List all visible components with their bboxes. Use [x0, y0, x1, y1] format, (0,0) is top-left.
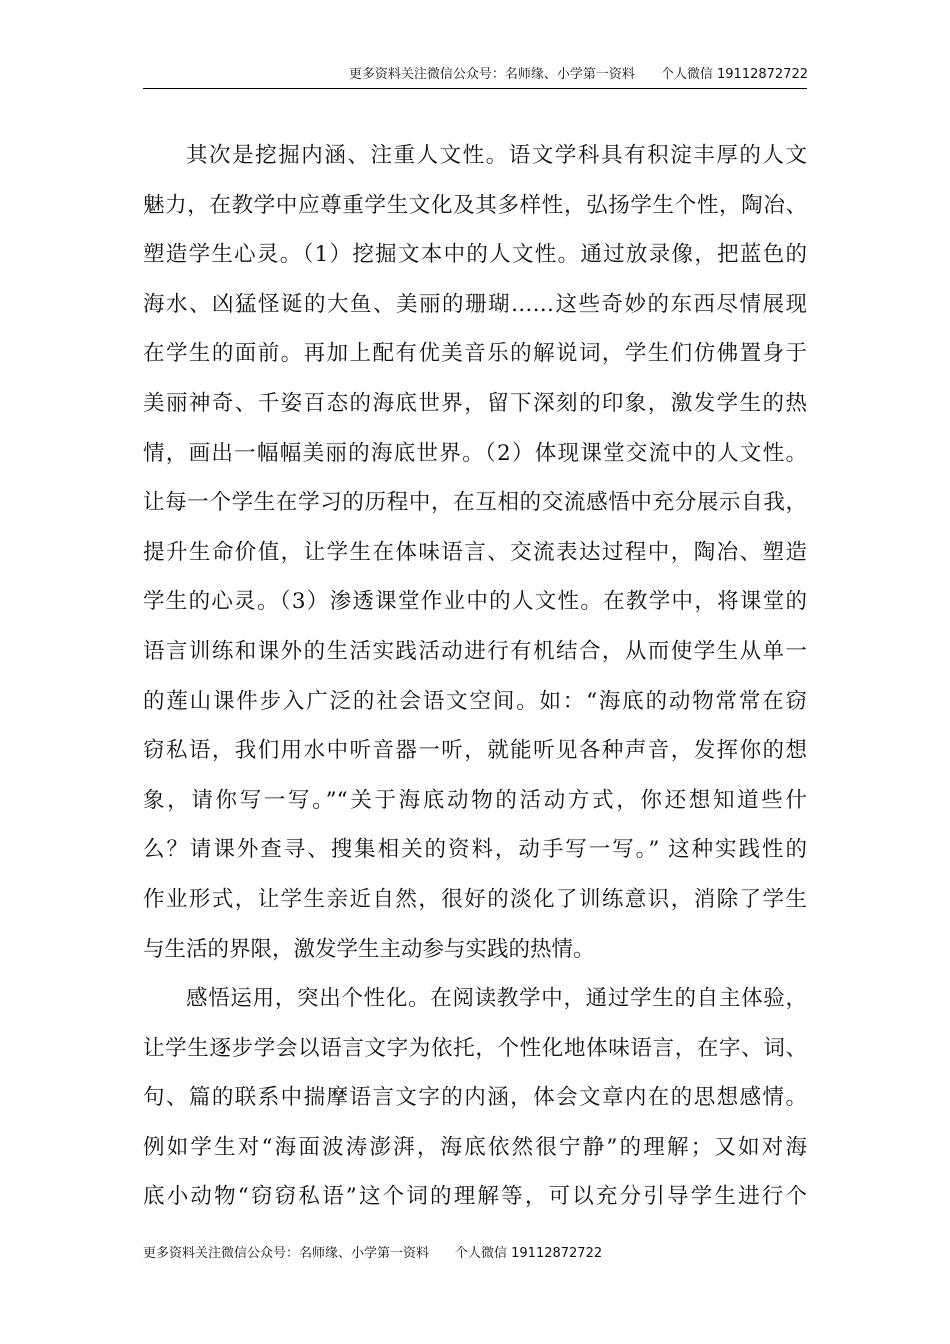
page-header: 更多资料关注微信公众号：名师缘、小学第一资料 个人微信 19112872722: [348, 67, 808, 82]
text-line: 让学生逐步学会以语言文字为依托，个性化地体味语言，在字、词、: [143, 1035, 807, 1061]
text-line: 其次是挖掘内涵、注重人文性。语文学科具有积淀丰厚的人文: [186, 143, 807, 168]
text-line: 让每一个学生在学习的历程中，在互相的交流感悟中充分展示自我，: [143, 490, 807, 516]
text-line: 在学生的面前。再加上配有优美音乐的解说词，学生们仿佛置身于: [143, 341, 807, 367]
text-line: 提升生命价值，让学生在体味语言、交流表达过程中，陶冶、塑造: [143, 539, 807, 565]
text-line: 美丽神奇、千姿百态的海底世界，留下深刻的印象，激发学生的热: [143, 390, 807, 416]
text-line: 学生的心灵。（3）渗透课堂作业中的人文性。在教学中，将课堂的: [143, 589, 807, 615]
text-line: 海水、凶猛怪诞的大鱼、美丽的珊瑚……这些奇妙的东西尽情展现: [143, 291, 807, 317]
text-line: 语言训练和课外的生活实践活动进行有机结合，从而使学生从单一: [143, 638, 807, 664]
document-body: [143, 131, 807, 1222]
paragraph-2: [143, 974, 807, 1222]
text-line: 塑造学生心灵。（1）挖掘文本中的人文性。通过放录像，把蓝色的: [143, 242, 807, 268]
page-footer: 更多资料关注微信公众号：名师缘、小学第一资料 个人微信 19112872722: [143, 1246, 603, 1261]
text-line: 与生活的界限，激发学生主动参与实践的热情。: [143, 936, 595, 962]
text-line: 底小动物“窃窃私语”这个词的理解等，可以充分引导学生进行个: [143, 1184, 807, 1210]
text-line: 窃私语，我们用水中听音器一听，就能听见各种声音，发挥你的想: [143, 738, 807, 764]
text-line: 感悟运用，突出个性化。在阅读教学中，通过学生的自主体验，: [186, 986, 807, 1012]
paragraph-1: [143, 131, 807, 974]
text-line: 情，画出一幅幅美丽的海底世界。（2）体现课堂交流中的人文性。: [143, 440, 807, 466]
text-line: 么？请课外查寻、搜集相关的资料，动手写一写。” 这种实践性的: [143, 837, 807, 863]
text-line: 作业形式，让学生亲近自然，很好的淡化了训练意识，消除了学生: [143, 886, 807, 912]
text-line: 的莲山课件步入广泛的社会语文空间。如：“海底的动物常常在窃: [143, 688, 807, 714]
text-line: 句、篇的联系中揣摩语言文字的内涵，体会文章内在的思想感情。: [143, 1085, 807, 1111]
text-line: 象，请你写一写。”“关于海底动物的活动方式，你还想知道些什: [143, 787, 807, 813]
text-line: 魅力，在教学中应尊重学生文化及其多样性，弘扬学生个性，陶冶、: [143, 192, 807, 218]
text-line: 例如学生对“海面波涛澎湃，海底依然很宁静”的理解；又如对海: [143, 1134, 807, 1160]
header-divider: [143, 88, 807, 89]
